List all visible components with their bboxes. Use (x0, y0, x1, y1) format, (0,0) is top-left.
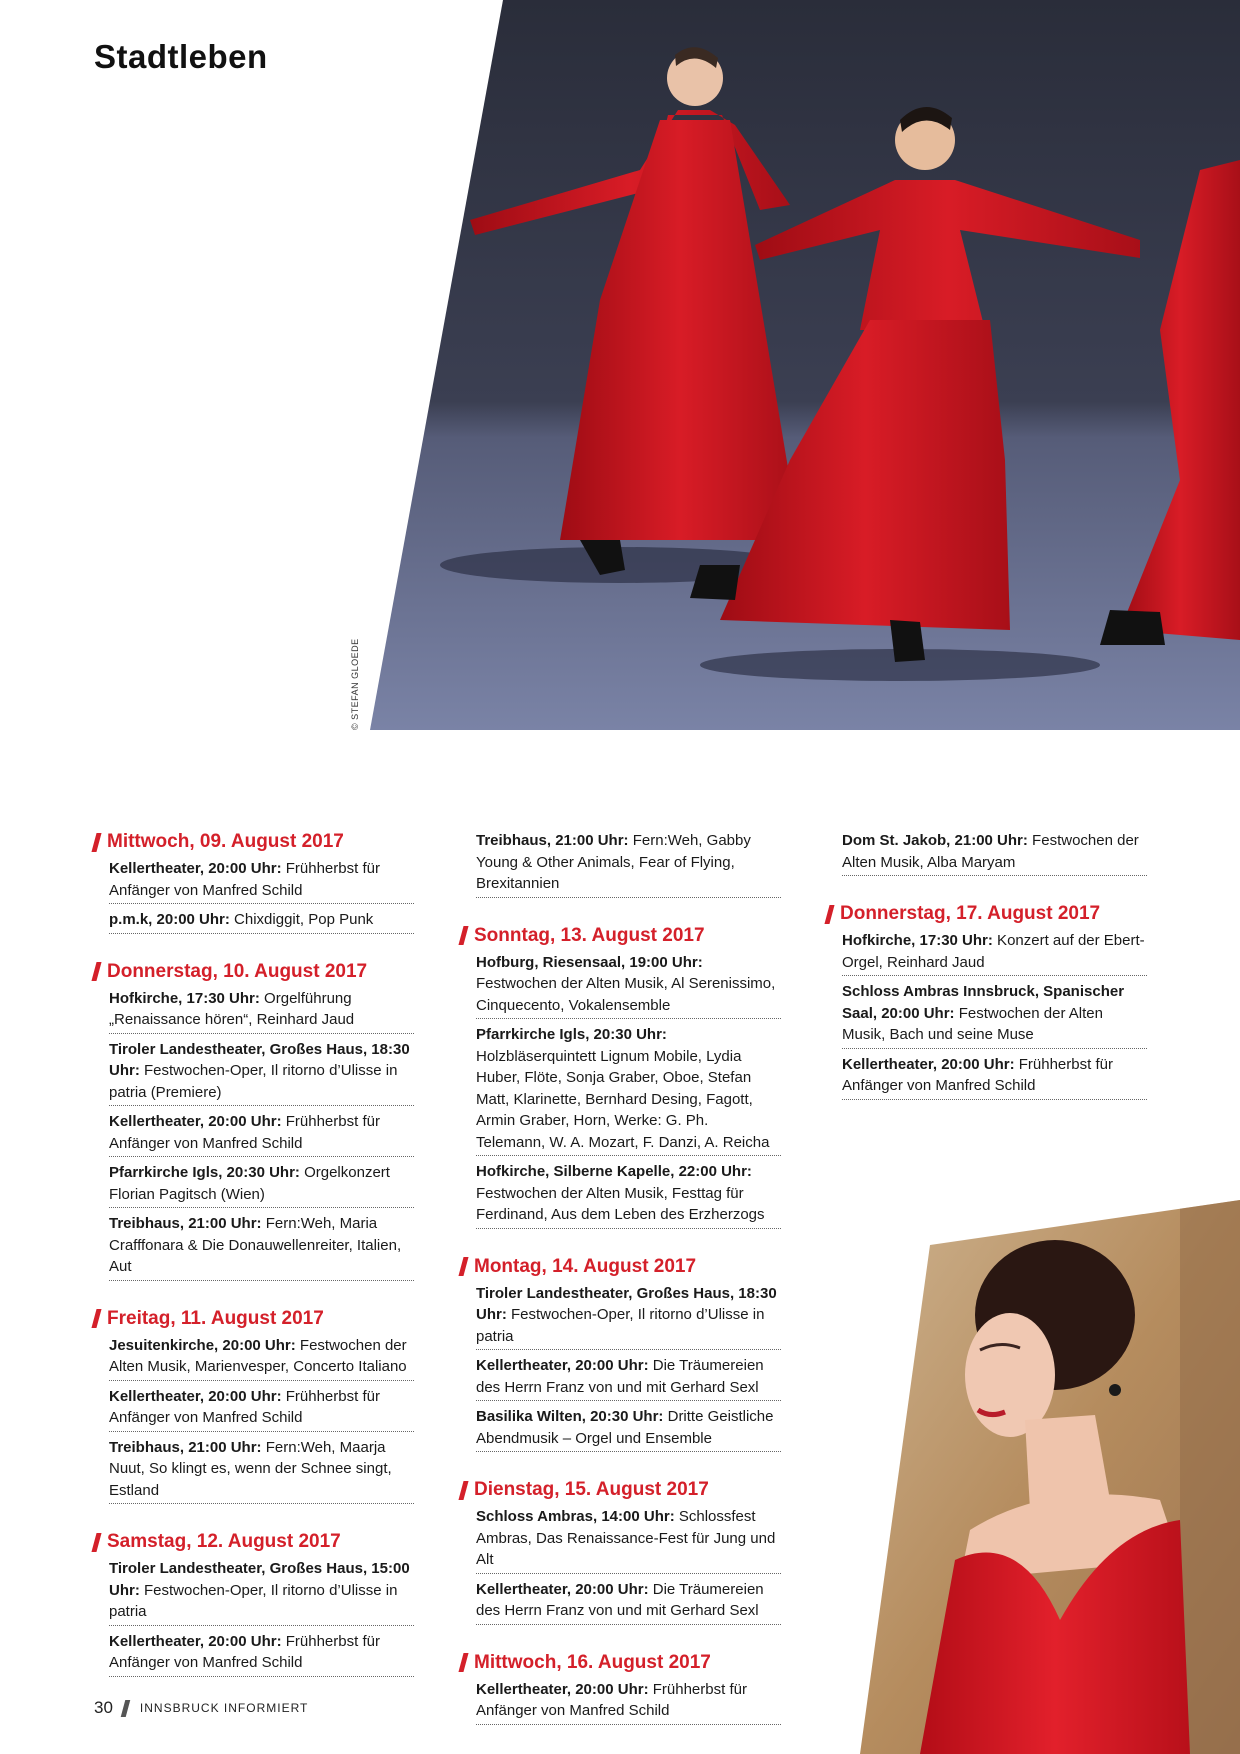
event-column-3 (827, 830, 1147, 1126)
event-description: Orgelführung „Renaissance hören“, Reinhard Jaud (109, 989, 355, 1028)
day-heading-label: Sonntag, 13. August 2017 (474, 924, 705, 946)
event-venue: Pfarrkirche Igls, 20:30 Uhr: (109, 1164, 300, 1181)
event-day (94, 960, 414, 1281)
event-day (827, 830, 1147, 876)
footer-slash-icon (121, 1700, 131, 1717)
slash-icon (91, 1309, 101, 1328)
event-venue: Tiroler Landestheater, Großes Haus, 18:30 Uhr: (109, 1040, 410, 1079)
page-footer (94, 1698, 308, 1718)
event-entry (476, 1406, 781, 1452)
page-number: 30 (94, 1698, 113, 1717)
event-description: Frühherbst für Anfänger von Manfred Schild (109, 1387, 380, 1426)
event-column-2 (461, 830, 781, 1751)
event-description: Festwochen der Alten Musik, Alba Maryam (842, 832, 1139, 871)
event-description: Frühherbst für Anfänger von Manfred Schild (109, 860, 380, 899)
event-description: Frühherbst für Anfänger von Manfred Schild (842, 1055, 1113, 1094)
event-day (827, 902, 1147, 1100)
event-venue: Kellertheater, 20:00 Uhr: (476, 1680, 649, 1698)
event-venue: Schloss Ambras Innsbruck, Spanischer Saal, 20:00 Uhr: (842, 983, 1125, 1022)
day-heading (94, 1530, 414, 1554)
day-heading-label: Mittwoch, 09. August 2017 (107, 831, 344, 852)
event-entry (476, 1283, 781, 1351)
event-entry (109, 1213, 414, 1281)
event-entry (109, 1162, 414, 1208)
day-heading (461, 1255, 781, 1279)
event-venue: Hofkirche, Silberne Kapelle, 22:00 Uhr: (476, 1163, 752, 1180)
event-entry (476, 830, 781, 898)
event-entry (476, 1579, 781, 1625)
day-heading (94, 830, 414, 854)
event-entry (842, 930, 1147, 976)
slash-icon (458, 1257, 468, 1276)
event-venue: Kellertheater, 20:00 Uhr: (109, 1387, 282, 1405)
day-heading-label: Freitag, 11. August 2017 (107, 1307, 324, 1329)
event-venue: Dom St. Jakob, 21:00 Uhr: (842, 832, 1028, 849)
event-entry (476, 952, 781, 1020)
event-description: Fern:Weh, Gabby Young & Other Animals, Fear of Flying, Brexitannien (476, 832, 751, 892)
photo-credit: © STEFAN GLOEDE (350, 638, 360, 730)
day-heading (461, 1651, 781, 1675)
event-description: Festwochen der Alten Musik, Bach und seine Muse (842, 1004, 1103, 1043)
event-description: Dritte Geistliche Abendmusik – Orgel und Ensemble (476, 1408, 774, 1447)
event-entry (109, 988, 414, 1034)
event-entry (842, 1054, 1147, 1100)
event-venue: Schloss Ambras, 14:00 Uhr: (476, 1508, 675, 1525)
event-day (94, 1530, 414, 1677)
event-entry (109, 1558, 414, 1626)
slash-icon (91, 1533, 101, 1552)
event-description: Festwochen-Oper, Il ritorno d’Ulisse in patria (476, 1306, 765, 1345)
slash-icon (458, 926, 468, 945)
event-column-1 (94, 830, 414, 1703)
event-venue: Jesuitenkirche, 20:00 Uhr: (109, 1336, 296, 1354)
event-venue: Treibhaus, 21:00 Uhr: (109, 1215, 262, 1232)
event-day (461, 1651, 781, 1725)
event-venue: Hofburg, Riesensaal, 19:00 Uhr: (476, 953, 703, 971)
hero-photo (0, 0, 1240, 730)
event-description: Frühherbst für Anfänger von Manfred Schild (109, 1632, 380, 1671)
day-heading (94, 960, 414, 984)
event-entry (109, 1386, 414, 1432)
event-entry (109, 1335, 414, 1381)
event-description: Festwochen der Alten Musik, Al Serenissimo, Cinquecento, Vokalensemble (476, 975, 776, 1014)
event-day (461, 1255, 781, 1453)
day-heading-label: Mittwoch, 16. August 2017 (474, 1651, 711, 1673)
event-description: Frühherbst für Anfänger von Manfred Schild (109, 1113, 380, 1152)
event-entry (476, 1161, 781, 1229)
event-venue: Kellertheater, 20:00 Uhr: (109, 1113, 282, 1130)
event-venue: Basilika Wilten, 20:30 Uhr: (476, 1408, 664, 1425)
day-heading (94, 1307, 414, 1331)
event-entry (842, 830, 1147, 876)
slash-icon (458, 1481, 468, 1500)
event-venue: p.m.k, 20:00 Uhr: (109, 911, 230, 928)
event-description: Fern:Weh, Maria Crafffonara & Die Donauwellenreiter, Italien, Aut (109, 1215, 402, 1275)
day-heading-label: Donnerstag, 10. August 2017 (107, 960, 368, 982)
event-day (461, 1478, 781, 1625)
event-venue: Treibhaus, 21:00 Uhr: (109, 1438, 262, 1456)
slash-icon (91, 962, 101, 981)
day-heading-label: Dienstag, 15. August 2017 (474, 1479, 709, 1500)
day-heading (461, 924, 781, 948)
event-description: Schlossfest Ambras, Das Renaissance-Fest für Jung und Alt (476, 1508, 776, 1568)
day-heading (827, 902, 1147, 926)
event-entry (842, 981, 1147, 1049)
event-venue: Tiroler Landestheater, Großes Haus, 18:30 Uhr: (476, 1284, 777, 1323)
event-venue: Kellertheater, 20:00 Uhr: (476, 1580, 649, 1598)
day-heading-label: Donnerstag, 17. August 2017 (840, 903, 1101, 924)
portrait-photo (860, 1200, 1240, 1754)
event-venue: Kellertheater, 20:00 Uhr: (842, 1055, 1015, 1073)
event-entry (109, 858, 414, 904)
event-entry (476, 1506, 781, 1574)
event-venue: Treibhaus, 21:00 Uhr: (476, 832, 629, 849)
day-heading (461, 1478, 781, 1502)
event-day (94, 830, 414, 934)
event-description: Die Träumereien des Herrn Franz von und mit Gerhard Sexl (476, 1580, 764, 1619)
event-description: Frühherbst für Anfänger von Manfred Schild (476, 1680, 747, 1719)
event-description: Festwochen-Oper, Il ritorno d’Ulisse in patria (Premiere) (109, 1062, 398, 1101)
event-description: Konzert auf der Ebert-Orgel, Reinhard Jaud (842, 932, 1145, 971)
event-venue: Kellertheater, 20:00 Uhr: (109, 860, 282, 877)
event-entry (476, 1024, 781, 1156)
day-heading-label: Samstag, 12. August 2017 (107, 1531, 341, 1552)
event-venue: Hofkirche, 17:30 Uhr: (842, 932, 993, 949)
section-title: Stadtleben (94, 38, 268, 75)
event-day (461, 830, 781, 898)
event-description: Festwochen der Alten Musik, Marienvesper, Concerto Italiano (109, 1336, 407, 1375)
event-description: Orgelkonzert Florian Pagitsch (Wien) (109, 1164, 390, 1203)
event-entry (109, 1039, 414, 1107)
event-entry (109, 1111, 414, 1157)
event-venue: Tiroler Landestheater, Großes Haus, 15:00 Uhr: (109, 1560, 410, 1599)
event-entry (476, 1679, 781, 1725)
event-entry (109, 1437, 414, 1505)
day-heading-label: Montag, 14. August 2017 (474, 1255, 697, 1277)
slash-icon (91, 833, 101, 852)
event-entry (109, 1631, 414, 1677)
slash-icon (458, 1653, 468, 1672)
event-entry (476, 1355, 781, 1401)
event-description: Holzbläserquintett Lignum Mobile, Lydia Huber, Flöte, Sonja Graber, Oboe, Stefan Matt, Klarinette, Bernhard Desing, Fagott, Armin Graber, Horn, Werke: G. Ph. Telemann, W. A. Mozart, F. Danzi, A. Reicha (476, 1047, 770, 1151)
event-description: Die Träumereien des Herrn Franz von und mit Gerhard Sexl (476, 1357, 764, 1396)
event-day (94, 1307, 414, 1505)
event-venue: Kellertheater, 20:00 Uhr: (109, 1632, 282, 1650)
event-venue: Kellertheater, 20:00 Uhr: (476, 1357, 649, 1374)
event-venue: Hofkirche, 17:30 Uhr: (109, 989, 260, 1007)
event-description: Festwochen der Alten Musik, Festtag für Ferdinand, Aus dem Leben des Erzherzogs (476, 1184, 765, 1223)
event-day (461, 924, 781, 1229)
event-description: Chixdiggit, Pop Punk (229, 911, 374, 928)
event-description: Fern:Weh, Maarja Nuut, So klingt es, wenn der Schnee singt, Estland (109, 1438, 392, 1499)
publication-name: INNSBRUCK INFORMIERT (139, 1701, 309, 1715)
event-venue: Pfarrkirche Igls, 20:30 Uhr: (476, 1026, 667, 1043)
slash-icon (824, 905, 834, 924)
event-entry (109, 909, 414, 934)
event-description: Festwochen-Oper, Il ritorno d’Ulisse in patria (109, 1581, 398, 1620)
